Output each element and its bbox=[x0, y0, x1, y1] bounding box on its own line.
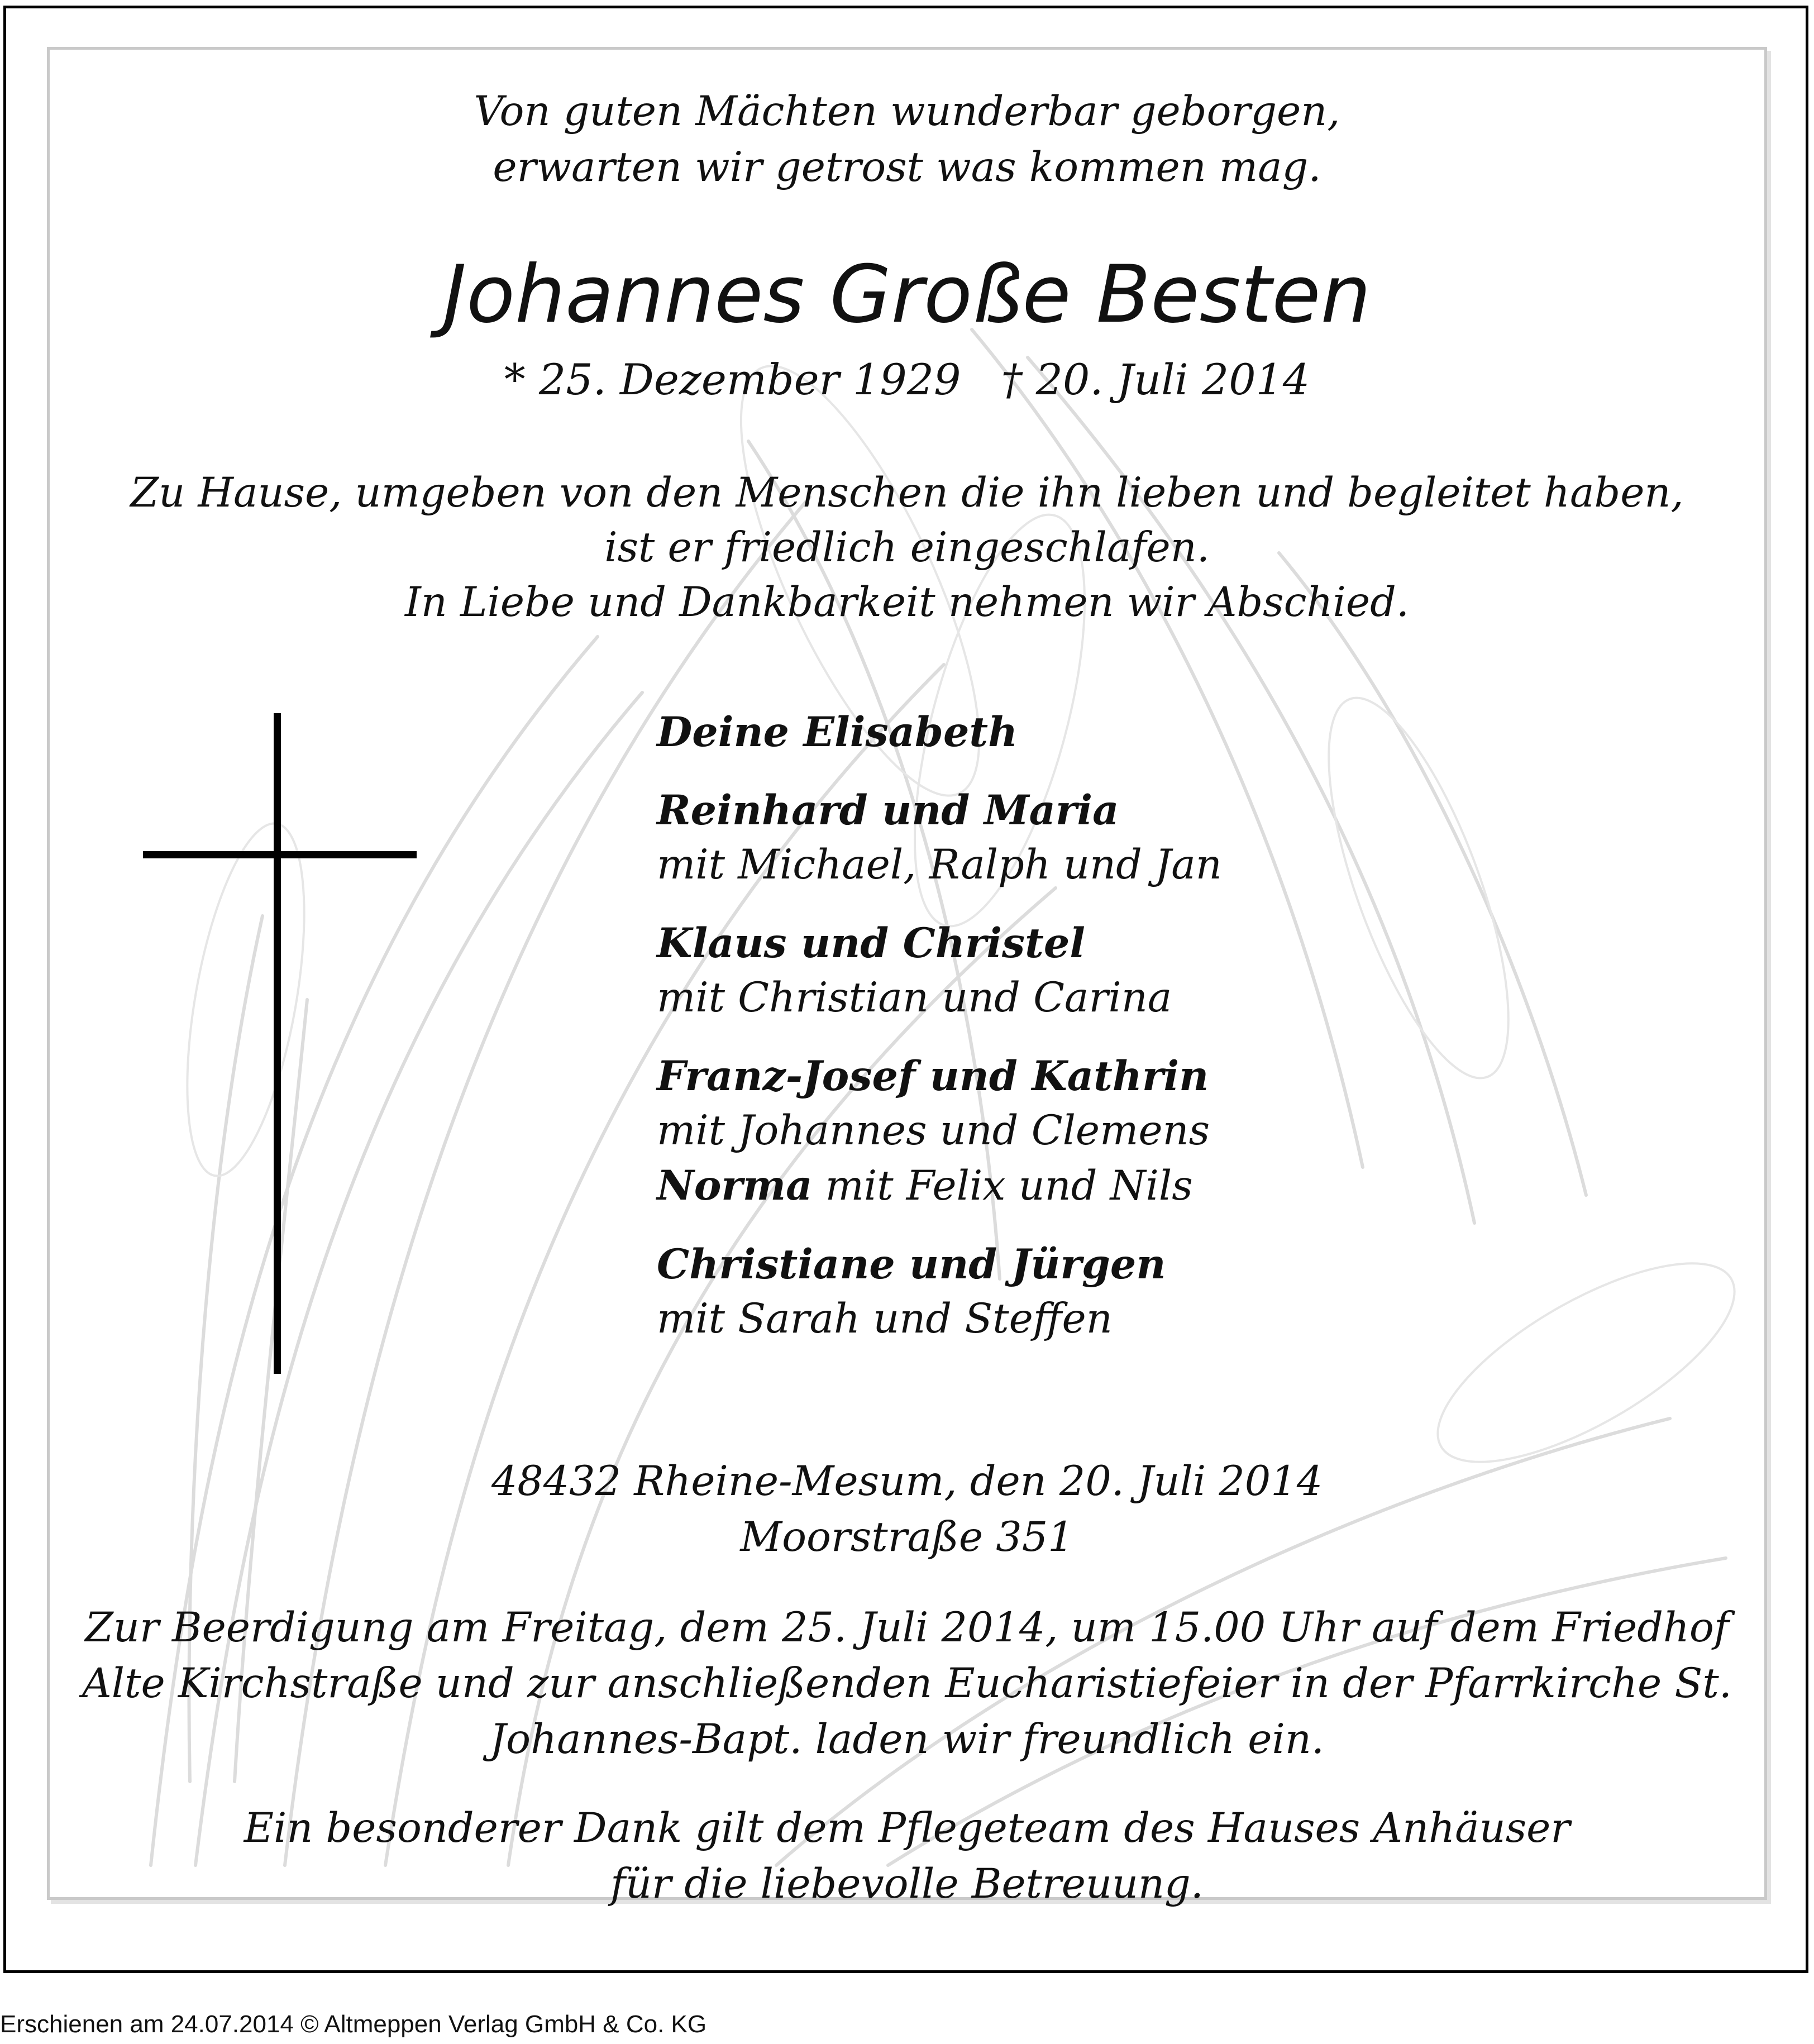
address-line: Moorstraße 351 bbox=[740, 1513, 1074, 1561]
mourner-names: Norma bbox=[657, 1162, 813, 1210]
cross-icon bbox=[274, 713, 281, 1374]
mourner-children: mit Felix und Nils bbox=[812, 1162, 1193, 1210]
mourner-names: Christiane und Jürgen bbox=[657, 1240, 1166, 1288]
mourner-names: Deine Elisabeth bbox=[657, 708, 1018, 756]
motto-line: Von guten Mächten wunderbar geborgen, bbox=[474, 88, 1340, 135]
address bbox=[0, 1454, 1814, 1565]
cross-icon bbox=[143, 851, 417, 858]
publication-footer: Erschienen am 24.07.2014 © Altmeppen Verlag GmbH & Co. KG bbox=[0, 2010, 707, 2038]
mourner-names: Reinhard und Maria bbox=[657, 786, 1119, 834]
funeral-info bbox=[0, 1600, 1814, 1768]
funeral-line: Zur Beerdigung am Freitag, dem 25. Juli 2014, um 15.00 Uhr auf dem Friedhof bbox=[85, 1604, 1729, 1651]
thanks-line: Ein besonderer Dank gilt dem Pflegeteam des Hauses Anhäuser bbox=[244, 1804, 1570, 1852]
address-line: 48432 Rheine-Mesum, den 20. Juli 2014 bbox=[491, 1458, 1323, 1505]
message-line: In Liebe und Dankbarkeit nehmen wir Abschied. bbox=[404, 579, 1410, 626]
mourner-children: mit Michael, Ralph und Jan bbox=[657, 841, 1222, 889]
mourner-grandchild bbox=[657, 1158, 1222, 1214]
message-line: Zu Hause, umgeben von den Menschen die ihn lieben und begleitet haben, bbox=[130, 469, 1684, 517]
motto-line: erwarten wir getrost was kommen mag. bbox=[493, 144, 1321, 191]
list-item bbox=[657, 916, 1222, 1025]
mourner-children: mit Sarah und Steffen bbox=[657, 1295, 1113, 1343]
mourner-names: Klaus und Christel bbox=[657, 919, 1086, 967]
mourner-children: mit Johannes und Clemens bbox=[657, 1107, 1210, 1154]
mourners-list bbox=[657, 705, 1222, 1370]
mourner-names: Franz-Josef und Kathrin bbox=[657, 1052, 1209, 1100]
farewell-message bbox=[0, 466, 1814, 630]
mourner-children: mit Christian und Carina bbox=[657, 974, 1172, 1021]
list-item bbox=[657, 1049, 1222, 1214]
death-date: † 20. Juli 2014 bbox=[1001, 355, 1310, 404]
motto bbox=[0, 84, 1814, 195]
thanks-line: für die liebevolle Betreuung. bbox=[610, 1860, 1204, 1908]
list-item bbox=[657, 783, 1222, 892]
funeral-line: Johannes-Bapt. laden wir freundlich ein. bbox=[489, 1716, 1325, 1763]
life-dates bbox=[0, 352, 1814, 408]
birth-date: * 25. Dezember 1929 bbox=[504, 355, 961, 404]
list-item bbox=[657, 705, 1222, 760]
deceased-name: Johannes Große Besten bbox=[443, 249, 1371, 341]
thanks-note bbox=[0, 1801, 1814, 1912]
list-item bbox=[657, 1237, 1222, 1346]
message-line: ist er friedlich eingeschlafen. bbox=[604, 524, 1210, 571]
funeral-line: Alte Kirchstraße und zur anschließenden Eucharistiefeier in der Pfarrkirche St. bbox=[82, 1660, 1732, 1707]
